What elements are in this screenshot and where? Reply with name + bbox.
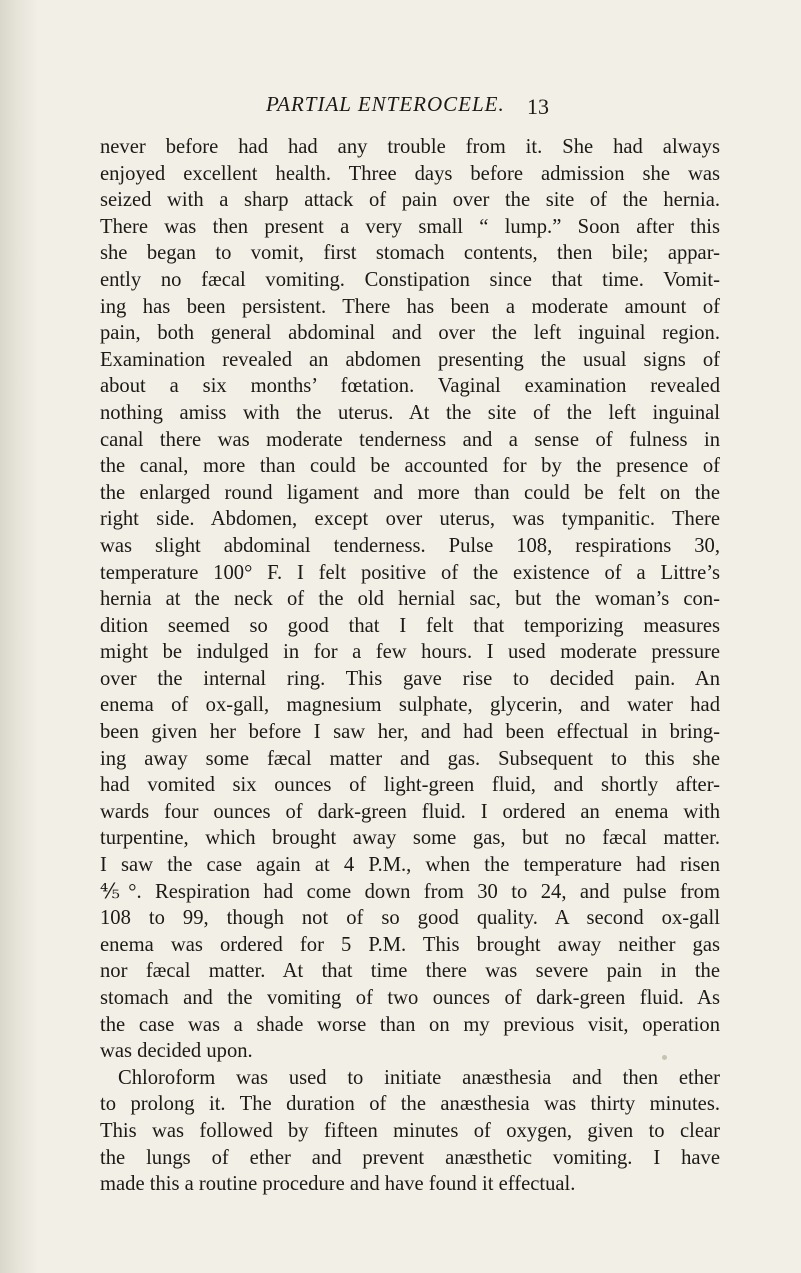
text-line: the lungs of ether and prevent anæsthetic vomiting. I have bbox=[100, 1146, 720, 1169]
page-number: 13 bbox=[527, 94, 549, 119]
running-head-title: PARTIAL ENTEROCELE. bbox=[266, 92, 505, 116]
text-line: ⅘°. Respiration had come down from 30 to 24, and pulse from bbox=[100, 880, 720, 903]
text-line-paragraph-start: Chloroform was used to initiate anæsthesia and then ether bbox=[118, 1066, 720, 1089]
text-line: enjoyed excellent health. Three days before admission she was bbox=[100, 162, 720, 185]
text-line: nothing amiss with the uterus. At the site of the left inguinal bbox=[100, 401, 720, 424]
text-line: dition seemed so good that I felt that temporizing measures bbox=[100, 614, 720, 637]
text-line: Examination revealed an abdomen presenting the usual signs of bbox=[100, 348, 720, 371]
text-line: enema was ordered for 5 P.M. This brought away neither gas bbox=[100, 933, 720, 956]
text-line: turpentine, which brought away some gas, but no fæcal matter. bbox=[100, 827, 720, 850]
text-line: never before had had any trouble from it. She had always bbox=[100, 136, 720, 158]
text-line: the canal, more than could be accounted for by the presence of bbox=[100, 455, 720, 478]
text-line-paragraph-end: made this a routine procedure and have found it effectual. bbox=[100, 1173, 576, 1196]
text-line: had vomited six ounces of light-green fluid, and shortly after- bbox=[100, 774, 720, 797]
body-text bbox=[100, 134, 720, 1198]
text-line: seized with a sharp attack of pain over the site of the hernia. bbox=[100, 189, 720, 212]
text-line: the case was a shade worse than on my previous visit, operation bbox=[100, 1013, 720, 1036]
text-line: wards four ounces of dark-green fluid. I ordered an enema with bbox=[100, 800, 720, 823]
text-line: right side. Abdomen, except over uterus, was tympanitic. There bbox=[100, 508, 720, 531]
text-line: to prolong it. The duration of the anæsthesia was thirty minutes. bbox=[100, 1093, 720, 1116]
page-edge-shadow bbox=[0, 0, 38, 1273]
text-line: There was then present a very small “ lump.” Soon after this bbox=[100, 215, 720, 238]
text-line: canal there was moderate tenderness and a sense of fulness in bbox=[100, 428, 720, 451]
text-line: stomach and the vomiting of two ounces of dark-green fluid. As bbox=[100, 987, 720, 1009]
paper-speck bbox=[662, 1055, 667, 1060]
text-line: about a six months’ fœtation. Vaginal examination revealed bbox=[100, 375, 720, 398]
text-line: pain, both general abdominal and over the left inguinal region. bbox=[100, 322, 720, 345]
text-line: ently no fæcal vomiting. Constipation since that time. Vomit- bbox=[100, 268, 720, 291]
text-line: over the internal ring. This gave rise to decided pain. An bbox=[100, 667, 720, 690]
text-line-paragraph-end: was decided upon. bbox=[100, 1040, 253, 1063]
text-line: I saw the case again at 4 P.M., when the temperature had risen bbox=[100, 854, 720, 877]
text-line: the enlarged round ligament and more than could be felt on the bbox=[100, 481, 720, 504]
text-line: might be indulged in for a few hours. I used moderate pressure bbox=[100, 641, 720, 664]
text-line: nor fæcal matter. At that time there was severe pain in the bbox=[100, 960, 720, 983]
text-line: This was followed by fifteen minutes of oxygen, given to clear bbox=[100, 1119, 720, 1142]
text-line: hernia at the neck of the old hernial sac, but the woman’s con- bbox=[100, 588, 720, 611]
running-head bbox=[0, 92, 801, 122]
text-line: was slight abdominal tenderness. Pulse 108, respirations 30, bbox=[100, 534, 720, 557]
text-line: temperature 100° F. I felt positive of the existence of a Littre’s bbox=[100, 561, 720, 584]
text-line: ing has been persistent. There has been a moderate amount of bbox=[100, 295, 720, 318]
text-line: been given her before I saw her, and had been effectual in bring- bbox=[100, 721, 720, 744]
text-line: 108 to 99, though not of so good quality. A second ox-gall bbox=[100, 907, 720, 930]
text-line: ing away some fæcal matter and gas. Subsequent to this she bbox=[100, 747, 720, 770]
text-line: she began to vomit, first stomach contents, then bile; appar- bbox=[100, 242, 720, 265]
text-line: enema of ox-gall, magnesium sulphate, glycerin, and water had bbox=[100, 694, 720, 717]
